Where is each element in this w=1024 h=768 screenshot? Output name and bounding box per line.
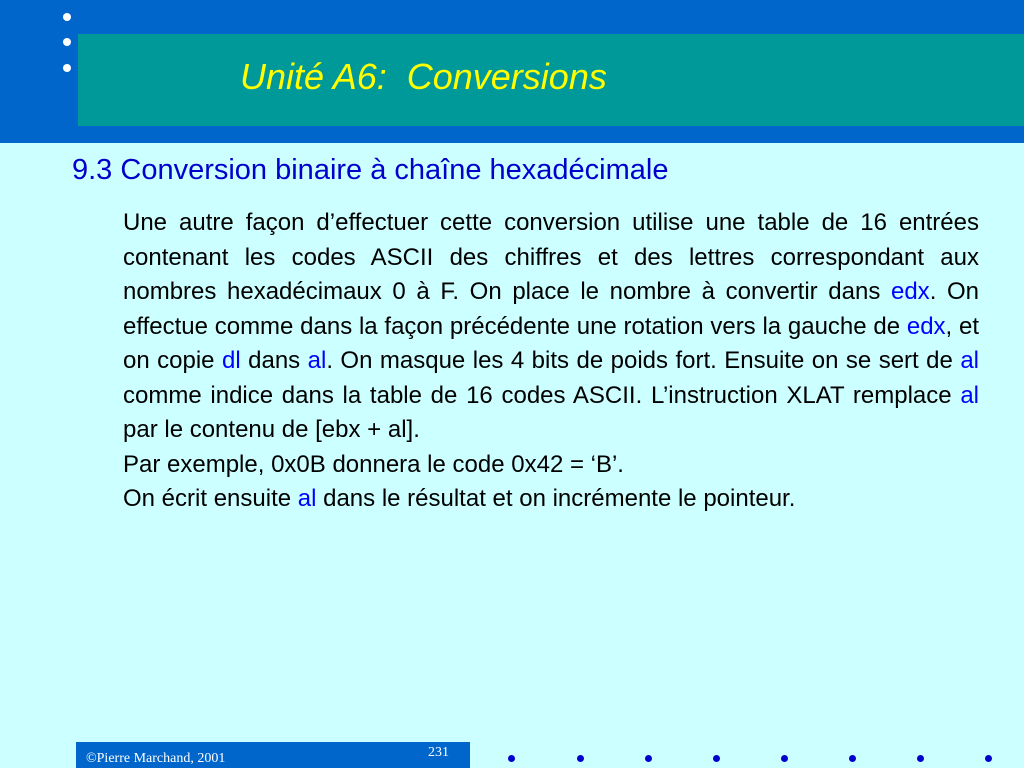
header-bullet-dot — [63, 13, 71, 21]
footer-bullet-dot — [849, 755, 856, 762]
register-al: al — [960, 381, 979, 409]
section-heading: 9.3 Conversion binaire à chaîne hexadécimale — [72, 154, 669, 186]
text-span: , et on copie — [123, 312, 979, 374]
text-span: . On effectue comme dans la façon précédente une rotation vers la gauche de — [123, 278, 980, 340]
footer-bullet-dot — [645, 755, 652, 762]
paragraph-explanation — [123, 206, 979, 448]
footer-bullet-dot — [917, 755, 924, 762]
text-span: On écrit ensuite — [123, 485, 298, 512]
text-span: dans le résultat et on incrémente le pointeur. — [316, 485, 796, 512]
footer-copyright: ©Pierre Marchand, 2001 — [86, 751, 226, 766]
header-bullet-dot — [63, 38, 71, 46]
header-bullet-dot — [63, 64, 71, 72]
register-edx: edx — [906, 312, 946, 340]
text-span: Une autre façon d’effectuer cette conversion utilise une table de 16 entrées contenant les codes ASCII des chiffres et des lettres correspondant aux nombres hexadécimaux 0 à F. On place le nombre à convertir dans — [123, 209, 979, 305]
register-al: al — [960, 347, 979, 374]
footer-bullet-dot — [781, 755, 788, 762]
paragraph-result — [123, 482, 979, 517]
footer-bullet-dot — [508, 755, 515, 762]
text-span: par le contenu de [ebx + al]. — [123, 416, 420, 443]
register-edx: edx — [890, 278, 930, 305]
text-span: dans — [240, 347, 308, 374]
register-al: al — [297, 485, 317, 512]
slide-body — [123, 206, 979, 517]
text-span: . On masque les 4 bits de poids fort. Ensuite on se sert de — [326, 347, 961, 374]
page-number: 231 — [428, 745, 449, 760]
footer-bullet-dot — [985, 755, 992, 762]
slide-title: Unité A6: Conversions — [240, 56, 607, 97]
register-dl: dl — [221, 347, 241, 374]
text-span: comme indice dans la table de 16 codes ASCII. L’instruction XLAT remplace — [123, 381, 961, 409]
footer-bullet-dot — [577, 755, 584, 762]
register-al: al — [307, 347, 327, 374]
footer-bullet-dot — [713, 755, 720, 762]
paragraph-example: Par exemple, 0x0B donnera le code 0x42 = ‘B’. — [123, 450, 624, 478]
